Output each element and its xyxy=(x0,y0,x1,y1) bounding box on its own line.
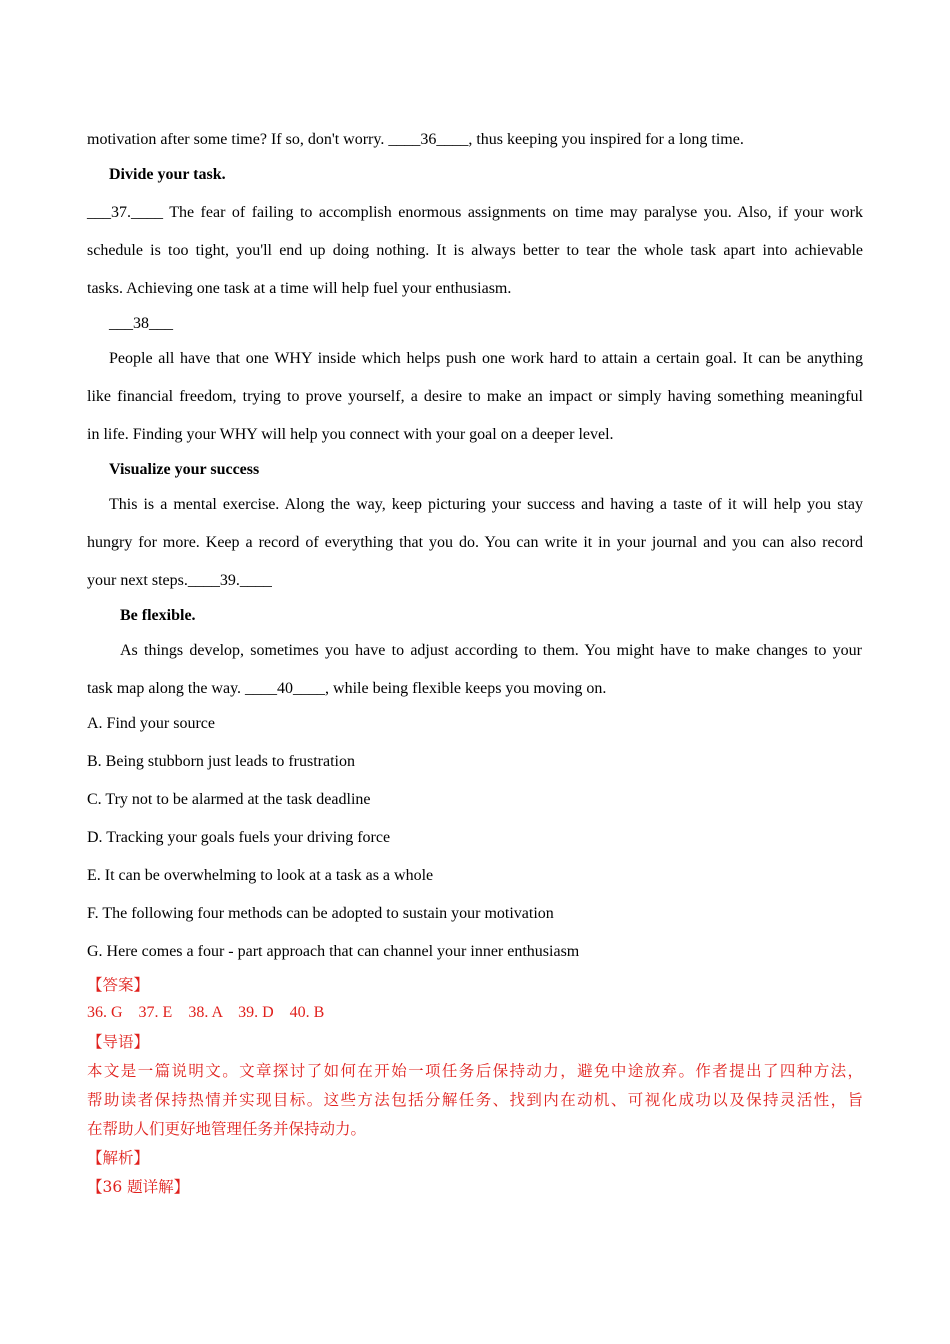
passage-line: People all have that one WHY inside which helps push one work hard to attain a certain goal. It can be anything xyxy=(109,350,863,367)
answer-key: 36. G 37. E 38. A 39. D 40. B xyxy=(87,1004,325,1021)
intro-line: 帮助读者保持热情并实现目标。这些方法包括分解任务、找到内在动机、可视化成功以及保持灵活性，旨 xyxy=(87,1091,863,1109)
section-heading-flexible: Be flexible. xyxy=(120,607,196,624)
option-d: D. Tracking your goals fuels your driving force xyxy=(87,829,391,846)
passage-line: in life. Finding your WHY will help you connect with your goal on a deeper level. xyxy=(87,426,614,443)
passage-line: hungry for more. Keep a record of everything that you do. You can write it in your journal and you can also record xyxy=(87,534,863,551)
passage-line: like financial freedom, trying to prove yourself, a desire to make an impact or simply having something meaningful xyxy=(87,388,863,405)
q36-detail-label: 【36 题详解】 xyxy=(87,1178,190,1196)
blank-38: ___38___ xyxy=(109,315,173,332)
passage-line: your next steps.____39.____ xyxy=(87,572,272,589)
section-heading-visualize: Visualize your success xyxy=(109,461,260,478)
option-f: F. The following four methods can be adopted to sustain your motivation xyxy=(87,905,554,922)
intro-line: 本文是一篇说明文。文章探讨了如何在开始一项任务后保持动力，避免中途放弃。作者提出了四种方法， xyxy=(87,1062,863,1080)
passage-line: task map along the way. ____40____, while being flexible keeps you moving on. xyxy=(87,680,607,697)
option-b: B. Being stubborn just leads to frustration xyxy=(87,753,355,770)
option-c: C. Try not to be alarmed at the task deadline xyxy=(87,791,371,808)
passage-line: As things develop, sometimes you have to adjust according to them. You might have to make changes to your xyxy=(120,642,862,659)
option-a: A. Find your source xyxy=(87,715,215,732)
passage-line: This is a mental exercise. Along the way, keep picturing your success and having a taste of it will help you stay xyxy=(109,496,863,513)
answer-label: 【答案】 xyxy=(87,976,150,994)
intro-label: 【导语】 xyxy=(87,1033,150,1051)
passage-line: schedule is too tight, you'll end up doing nothing. It is always better to tear the whole task apart into achievable xyxy=(87,242,863,259)
intro-line: 在帮助人们更好地管理任务并保持动力。 xyxy=(87,1120,367,1138)
passage-line: tasks. Achieving one task at a time will help fuel your enthusiasm. xyxy=(87,280,512,297)
option-g: G. Here comes a four - part approach that can channel your inner enthusiasm xyxy=(87,943,580,960)
option-e: E. It can be overwhelming to look at a task as a whole xyxy=(87,867,434,884)
passage-line: ___37.____ The fear of failing to accomplish enormous assignments on time may paralyse you. Also, if your work xyxy=(87,204,863,221)
analysis-label: 【解析】 xyxy=(87,1149,150,1167)
section-heading-divide: Divide your task. xyxy=(109,166,226,183)
passage-line: motivation after some time? If so, don't worry. ____36____, thus keeping you inspired for a long time. xyxy=(87,131,744,148)
